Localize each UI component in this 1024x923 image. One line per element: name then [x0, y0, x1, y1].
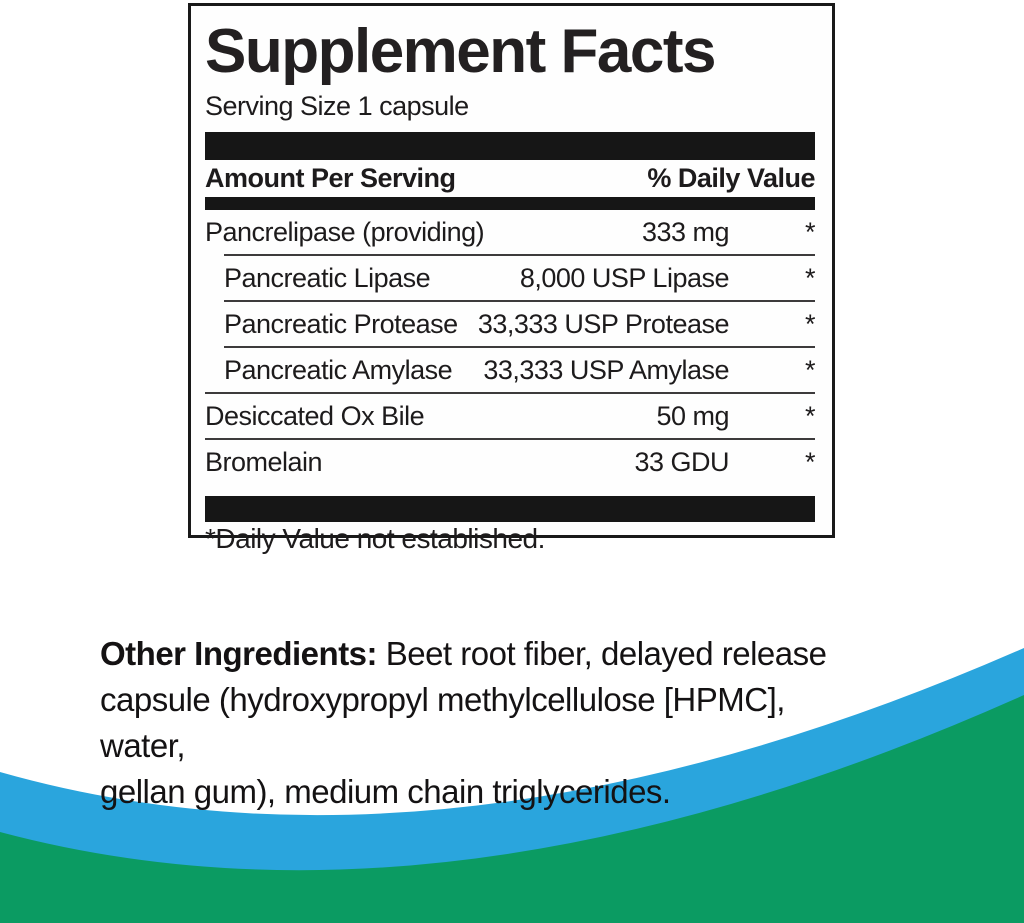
- ingredient-amount: 8,000 USP Lipase: [519, 262, 729, 293]
- ingredient-name: Pancreatic Lipase: [224, 262, 431, 293]
- daily-value-footnote: *Daily Value not established.: [205, 523, 545, 554]
- ingredient-amount: 333 mg: [641, 216, 729, 247]
- ingredient-name: Bromelain: [205, 446, 323, 477]
- ingredient-daily-value: *: [804, 354, 815, 385]
- ingredient-daily-value: *: [804, 308, 815, 339]
- other-ingredients-label: Other Ingredients:: [100, 635, 378, 672]
- ingredient-daily-value: *: [804, 216, 815, 247]
- ingredient-rows: [205, 210, 815, 484]
- table-header-row: [205, 160, 815, 197]
- ingredient-amount: 33,333 USP Amylase: [483, 354, 729, 385]
- other-ingredients-line-3: gellan gum), medium chain triglycerides.: [100, 773, 671, 810]
- divider-bar-header: [205, 197, 815, 210]
- table-row: [205, 210, 815, 254]
- ingredient-daily-value: *: [804, 400, 815, 431]
- table-row: [224, 346, 815, 392]
- table-row: [224, 300, 815, 346]
- supplement-facts-panel: [188, 3, 835, 554]
- ingredient-amount: 33,333 USP Protease: [477, 308, 729, 339]
- table-row: [205, 392, 815, 438]
- panel-title: Supplement Facts: [205, 17, 715, 86]
- serving-size: Serving Size 1 capsule: [205, 91, 469, 121]
- ingredient-name: Pancreatic Amylase: [224, 354, 453, 385]
- ingredient-amount: 33 GDU: [634, 446, 729, 477]
- other-ingredients-line-1: Beet root fiber, delayed release: [377, 635, 827, 672]
- other-ingredients: [100, 631, 860, 815]
- other-ingredients-line-2: capsule (hydroxypropyl methylcellulose [HPMC], water,: [100, 681, 785, 764]
- table-row: [205, 438, 815, 484]
- divider-bar-bottom: [205, 496, 815, 522]
- table-row: [224, 254, 815, 300]
- daily-value-header: % Daily Value: [647, 163, 815, 193]
- divider-bar-top: [205, 132, 815, 160]
- ingredient-daily-value: *: [804, 262, 815, 293]
- ingredient-name: Pancreatic Protease: [224, 308, 458, 339]
- amount-per-serving-header: Amount Per Serving: [205, 163, 456, 193]
- ingredient-amount: 50 mg: [656, 400, 729, 431]
- ingredient-daily-value: *: [804, 446, 815, 477]
- ingredient-name: Pancrelipase (providing): [205, 216, 485, 247]
- ingredient-name: Desiccated Ox Bile: [205, 400, 425, 431]
